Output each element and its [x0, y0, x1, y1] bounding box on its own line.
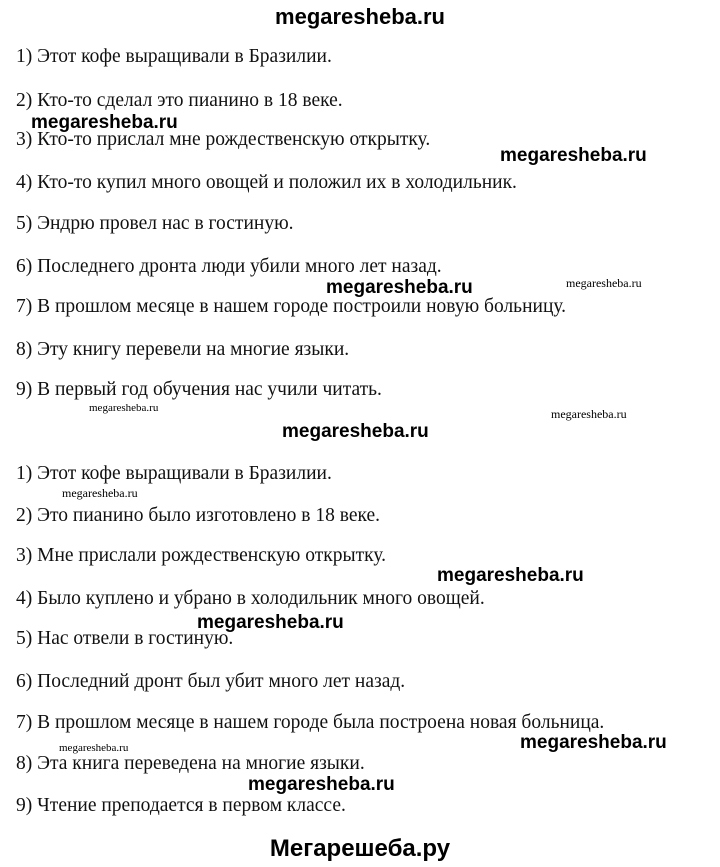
- sentence-line: 8) Эта книга переведена на многие языки.: [16, 753, 365, 774]
- sentence-line: 9) В первый год обучения нас учили читать.: [16, 379, 382, 400]
- sentence-line: 7) В прошлом месяце в нашем городе построили новую больницу.: [16, 296, 567, 317]
- watermark: megaresheba.ru: [248, 774, 395, 795]
- sentence-line: 5) Эндрю провел нас в гостиную.: [16, 213, 294, 234]
- watermark: megaresheba.ru: [197, 612, 344, 633]
- footer-title: Мегарешеба.ру: [269, 835, 451, 862]
- watermark: megaresheba.ru: [437, 565, 584, 586]
- sentence-line: 3) Кто-то прислал мне рождественскую открытку.: [16, 129, 431, 150]
- watermark: megaresheba.ru: [89, 402, 159, 414]
- watermark: megaresheba.ru: [500, 145, 647, 166]
- sentence-line: 2) Это пианино было изготовлено в 18 веке.: [16, 505, 380, 526]
- top-watermark: megaresheba.ru: [275, 4, 445, 29]
- sentence-line: 6) Последний дронт был убит много лет назад.: [16, 671, 406, 692]
- watermark: megaresheba.ru: [282, 421, 429, 442]
- watermark: megaresheba.ru: [520, 732, 667, 753]
- watermark: megaresheba.ru: [551, 407, 627, 421]
- watermark: megaresheba.ru: [62, 486, 138, 500]
- watermark: megaresheba.ru: [566, 276, 642, 290]
- sentence-line: 4) Было куплено и убрано в холодильник много овощей.: [16, 588, 485, 609]
- watermark: megaresheba.ru: [59, 742, 129, 754]
- watermark: megaresheba.ru: [31, 112, 178, 133]
- sentence-line: 6) Последнего дронта люди убили много лет назад.: [16, 256, 442, 277]
- sentence-line: 1) Этот кофе выращивали в Бразилии.: [16, 46, 332, 67]
- sentence-line: 5) Нас отвели в гостиную.: [16, 628, 234, 649]
- sentence-line: 1) Этот кофе выращивали в Бразилии.: [16, 463, 332, 484]
- sentence-line: 2) Кто-то сделал это пианино в 18 веке.: [16, 90, 343, 111]
- sentence-line: 4) Кто-то купил много овощей и положил их в холодильник.: [16, 172, 517, 193]
- watermark: megaresheba.ru: [326, 277, 473, 298]
- sentence-line: 9) Чтение преподается в первом классе.: [16, 795, 346, 816]
- sentence-line: 3) Мне прислали рождественскую открытку.: [16, 545, 386, 566]
- sentence-line: 8) Эту книгу перевели на многие языки.: [16, 339, 350, 360]
- sentence-line: 7) В прошлом месяце в нашем городе была построена новая больница.: [16, 712, 605, 733]
